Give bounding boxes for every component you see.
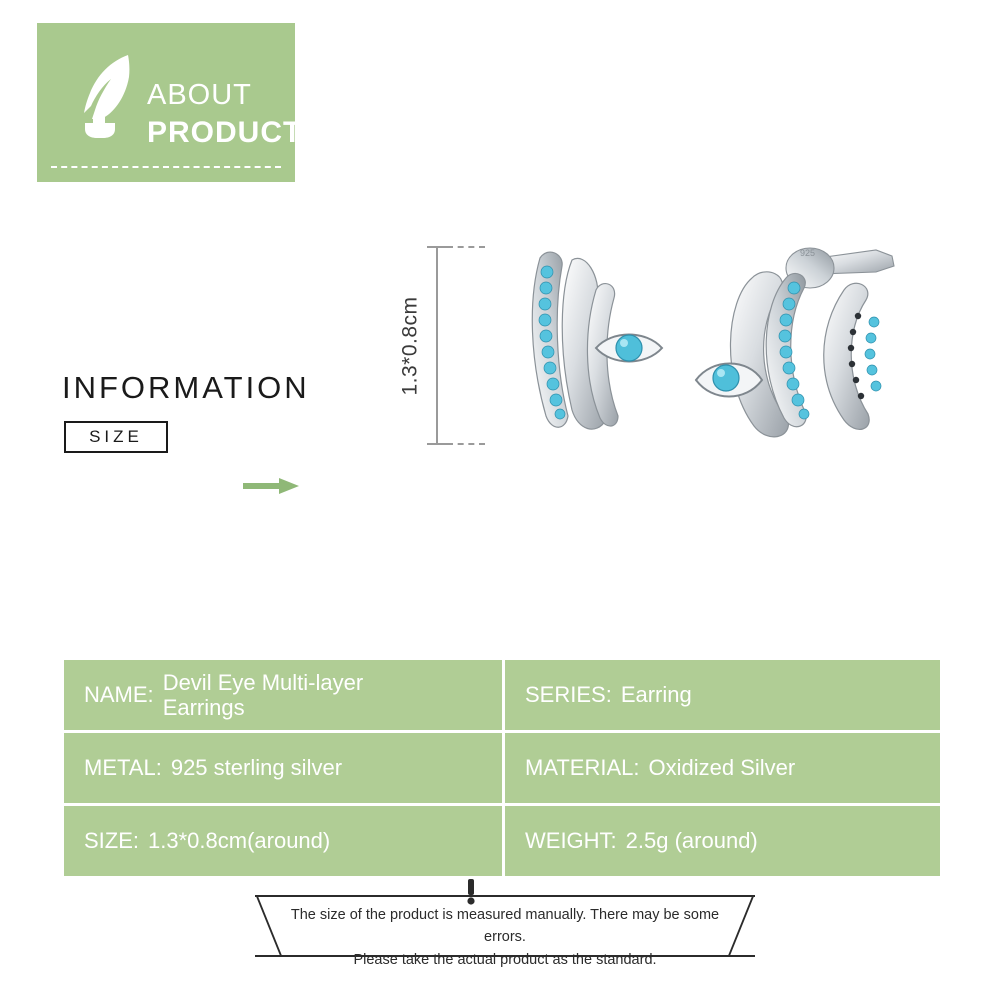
right-earring (696, 248, 894, 437)
svg-text:925: 925 (800, 248, 816, 258)
footer-disclaimer (255, 895, 755, 968)
spec-key-size: SIZE: (84, 828, 140, 853)
footer-text (285, 904, 725, 971)
spec-key-series: SERIES: (525, 682, 612, 707)
spec-value-name: Devil Eye Multi-layer Earrings (162, 669, 364, 720)
spec-cell-series (505, 660, 940, 730)
green-arrow-icon (243, 477, 299, 495)
feather-quill-icon (71, 53, 135, 139)
about-line-1: ABOUT (147, 79, 252, 111)
about-line-2: PRODUCT (147, 116, 303, 150)
dimension-label: 1.3*0.8cm (398, 295, 422, 396)
spec-cell-material (505, 733, 940, 803)
caliper-line (436, 246, 438, 445)
size-label-box (64, 421, 168, 453)
left-earring (532, 252, 662, 429)
spec-value-size: 1.3*0.8cm(around) (148, 828, 331, 854)
footer-line-1: The size of the product is measured manually. There may be some errors. (290, 907, 720, 946)
spec-cell-metal (64, 733, 502, 803)
spec-cell-weight (505, 806, 940, 876)
spec-table (64, 660, 937, 876)
spec-key-metal: METAL: (84, 755, 162, 780)
spec-key-name: NAME: (84, 682, 154, 707)
spec-key-weight: WEIGHT: (525, 828, 617, 853)
spec-value-weight: 2.5g (around) (625, 828, 758, 854)
footer-line-2: Please take the actual product as the standard. (353, 951, 657, 968)
spec-key-material: MATERIAL: (525, 755, 640, 780)
caliper-bottom-dashed (447, 443, 485, 445)
about-product-text (147, 77, 302, 153)
dimension-caliper (396, 238, 486, 453)
spec-cell-size (64, 806, 502, 876)
size-label-text: SIZE (89, 427, 143, 446)
information-heading: INFORMATION (62, 370, 310, 405)
badge-dashed-divider (51, 166, 281, 168)
caliper-top-dashed (447, 246, 485, 248)
spec-value-series: Earring (620, 682, 692, 708)
spec-value-material: Oxidized Silver (648, 755, 796, 781)
spec-cell-name (64, 660, 502, 730)
spec-value-metal: 925 sterling silver (170, 755, 343, 781)
about-product-badge (37, 23, 303, 182)
product-photo (500, 230, 940, 480)
